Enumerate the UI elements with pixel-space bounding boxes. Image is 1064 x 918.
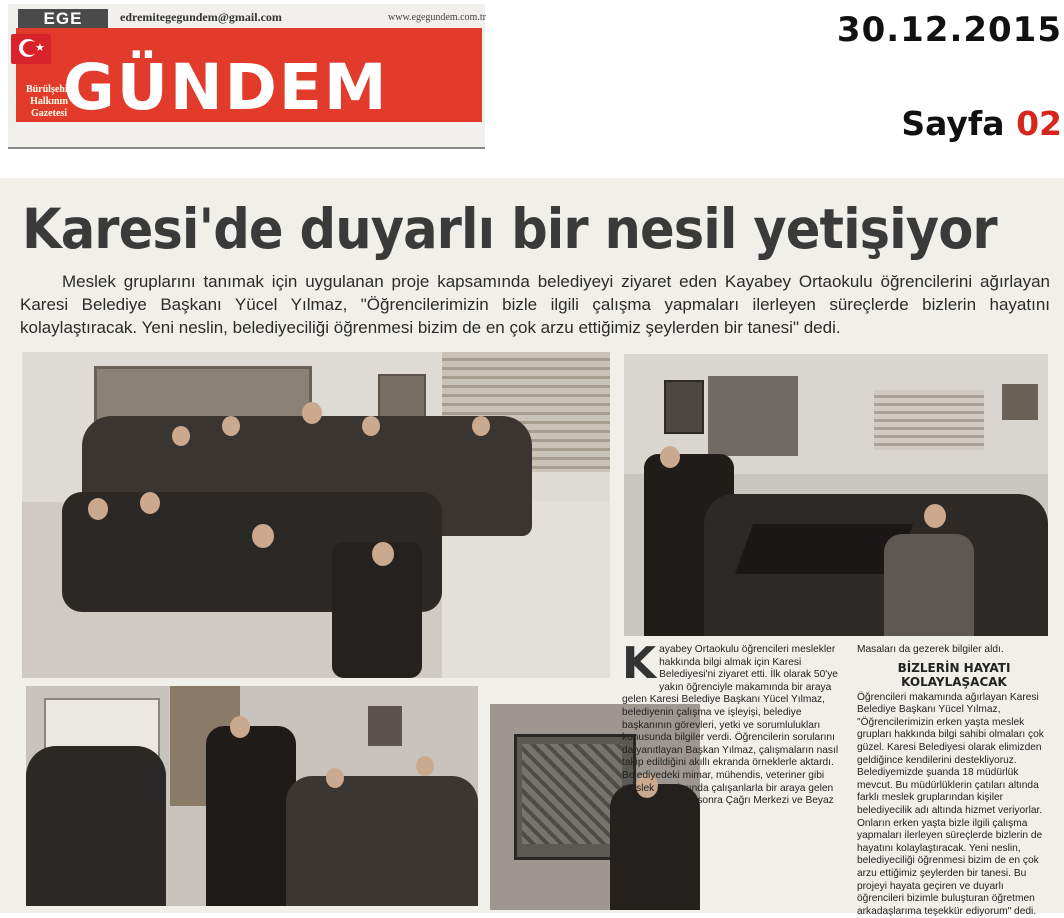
publication-date: 30.12.2015	[836, 10, 1062, 50]
masthead-red-band	[16, 28, 482, 122]
article-lede: Meslek gruplarını tanımak için uygulanan proje kapsamında belediyeyi ziyaret eden Kayabey Ortaokulu öğrencilerini ağırlayan Karesi Belediye Başkanı Yücel Yılmaz, "Öğrencilerimizin bizle ilgili çalışma yapmaları ilerleyen süreçlerde bizlerin hayatını kolaylaştıracak. Yeni neslin, belediyeciliği öğrenmesi bizim de en çok arzu ettiğimiz şeylerden bir tanesi" dedi.	[20, 272, 1050, 337]
photo-students-with-mayor	[26, 686, 478, 906]
article-subhead: BİZLERİN HAYATI KOLAYLAŞACAK	[897, 660, 1011, 689]
article-column-2	[857, 644, 1051, 918]
photo-meeting-room	[624, 354, 1048, 636]
photo-group-students	[22, 352, 610, 678]
article-column-2-text: Öğrencileri makamında ağırlayan Karesi Belediye Başkanı Yücel Yılmaz, "Öğrencilerimizin erken yaşta meslek grupları hakkında bilgi sahibi olmaları çok güzel. Karesi Belediyesi olarak elimizden geldiğince kendilerini destekliyoruz. Belediyemizde şuanda 18 müdürlük mevcut. Bu müdürlüklerin çatıları altında farklı meslek gruplarından kişiler belediyecilik adı altında hizmet veriyorlar. Onların erken yaşta bizle ilgili çalışma yapmaları ilerleyen süreçlerde bizlerin de hayatını kolaylaştıracak. Yeni neslin, belediyeciliği öğrenmesi bizim de en çok arzu ettiğimiz şeylerden bir tanesi. Bu projeyi hayata geçiren ve duyarlı öğrencileri bizimle buluşturan öğretmen arkadaşlarıma teşekkür ediyorum" dedi.	[857, 691, 1044, 917]
article-headline: Karesi'de duyarlı bir nesil yetişiyor	[22, 197, 997, 261]
article-column-1-text: ayabey Ortaokulu öğrencileri meslekler hakkında bilgi almak için Karesi Belediyesi'ni ziyaret etti. İlk olarak 50'ye yakın öğrenciyle makamında bir araya gelen Karesi Belediye Başkanı Yücel Yılmaz, belediyenin çalışma ve işleyişi, belediye başkanının görevleri, yetki ve sorumlulukları konusunda bilgiler verdi. Öğrencilerin sorularını da yanıtlayan Başkan Yılmaz, çalışmaların nasıl takip edildiğini akıllı ekranda örneklerle aktardı. Belediyedeki mimar, mühendis, veteriner gibi meslek gruplarında çalışanlarla bir araya gelen öğrenciler, daha sonra Çağrı Merkezi ve Beyaz	[622, 644, 839, 807]
masthead-email: edremitegegundem@gmail.com	[120, 10, 282, 24]
masthead-ege-label: EGE	[18, 9, 108, 29]
masthead-website: www.egegundem.com.tr	[388, 12, 486, 23]
masthead-tagline: Bürülşehir Halkının Gazetesi	[25, 84, 73, 119]
article-column-1	[622, 638, 846, 808]
masthead-title: GÜNDEM	[63, 51, 389, 124]
page-indicator	[901, 104, 1062, 143]
article-column-2-intro: Masaları da gezerek bilgiler aldı.	[857, 644, 1004, 655]
article-dropcap: K	[622, 638, 657, 689]
page-label: Sayfa	[901, 104, 1005, 143]
page-number: 02	[1016, 104, 1062, 143]
turkish-flag-icon: ★	[11, 34, 51, 64]
masthead-logo	[8, 4, 485, 149]
